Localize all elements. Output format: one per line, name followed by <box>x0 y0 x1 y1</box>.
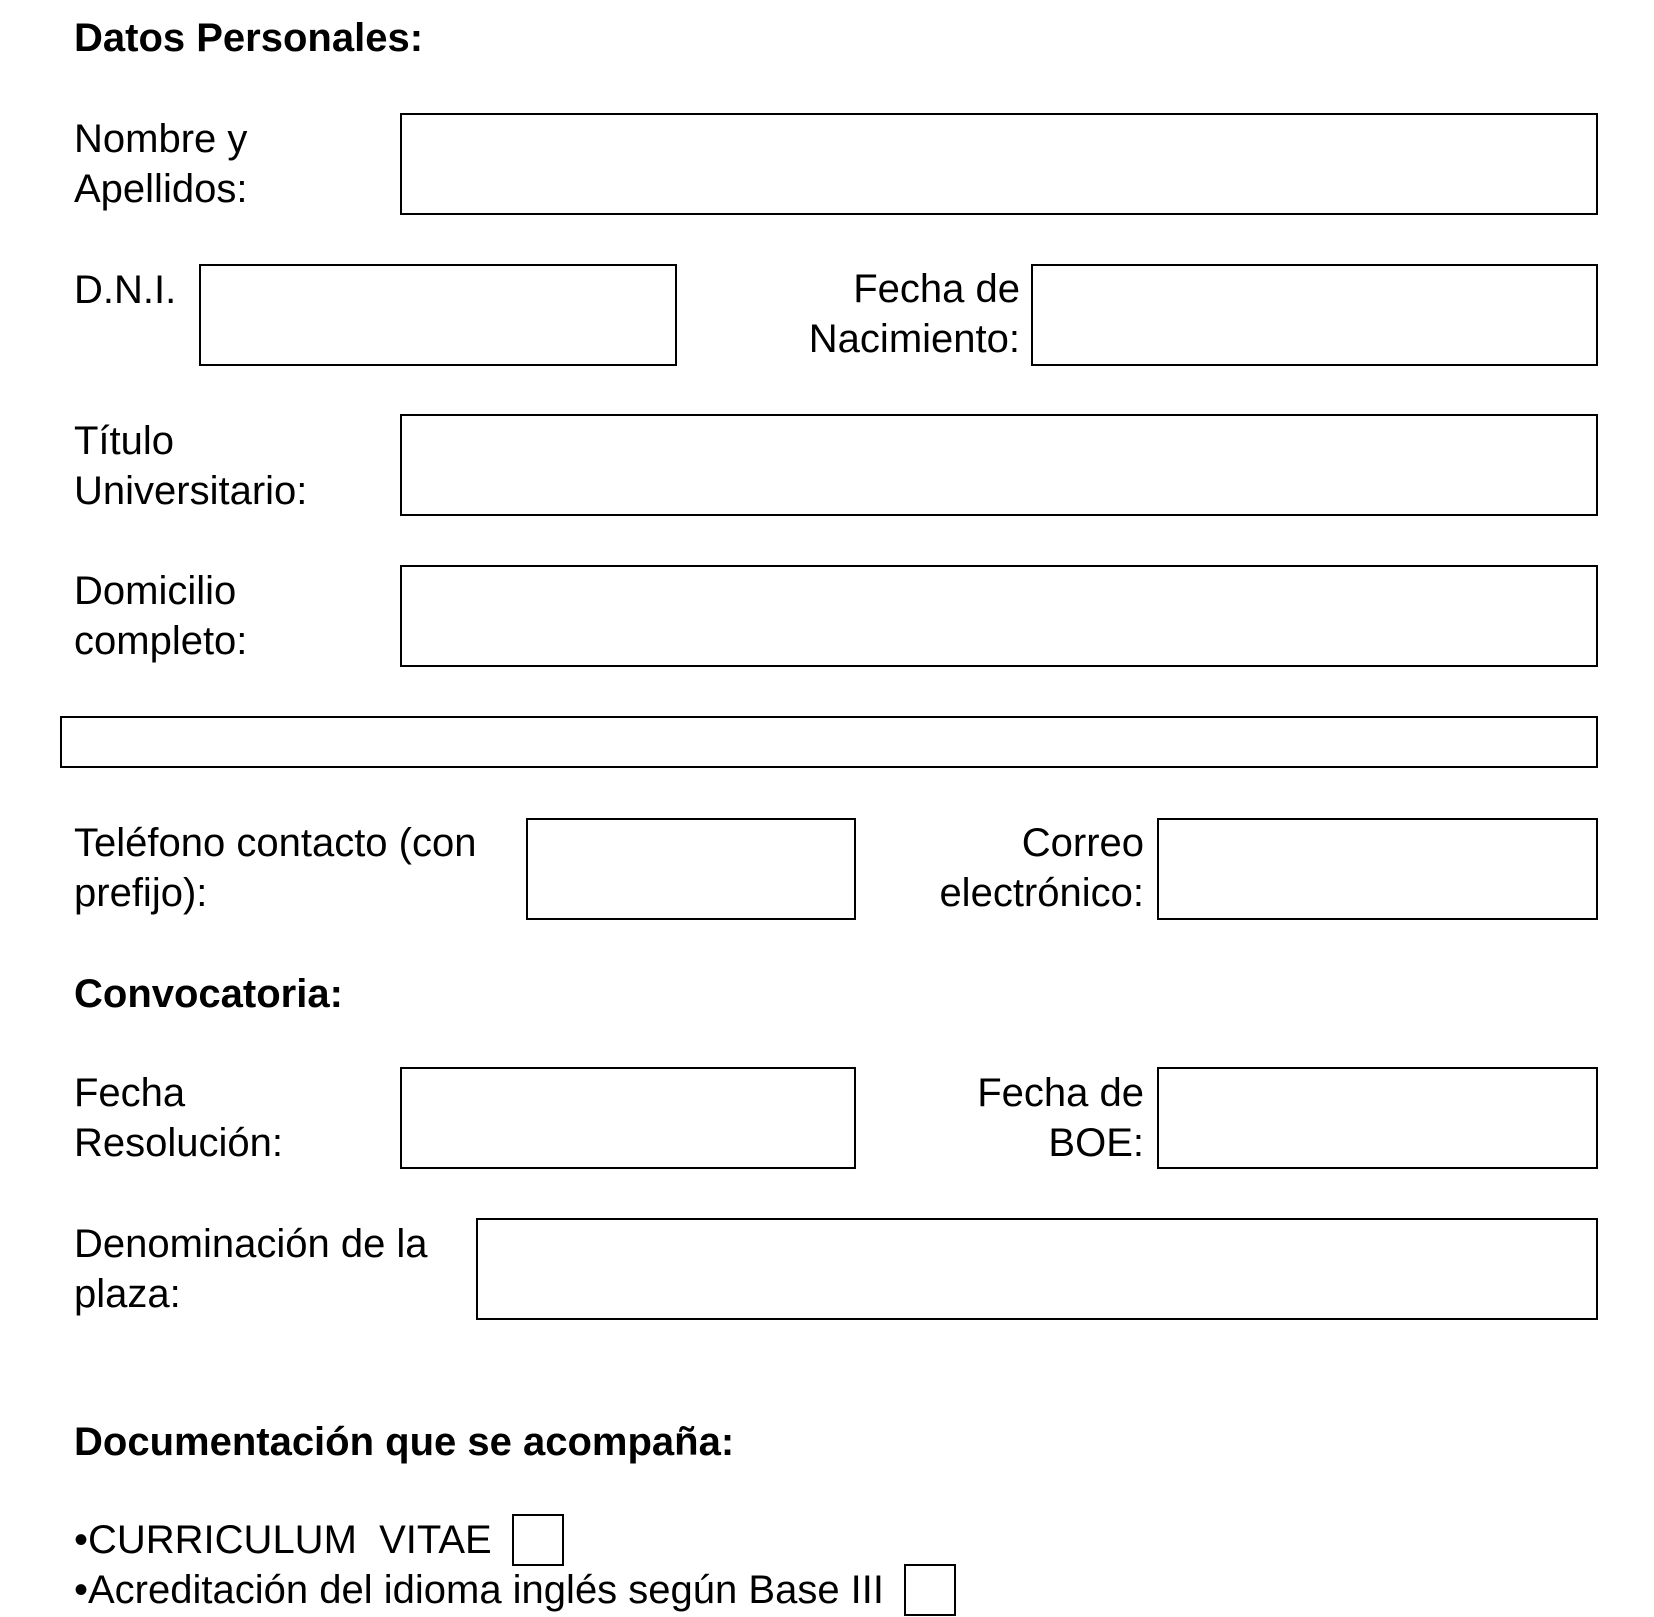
titulo-label-line2: Universitario: <box>74 469 308 513</box>
telefono-field[interactable] <box>526 818 856 920</box>
document-item-cv <box>74 1514 564 1566</box>
fecha-nacimiento-label <box>700 264 1020 364</box>
fecha-boe-field[interactable] <box>1157 1067 1598 1169</box>
personal-data-heading: Datos Personales: <box>74 16 424 60</box>
fecha-boe-label-line1: Fecha de <box>977 1071 1144 1115</box>
dni-label: D.N.I. <box>74 268 177 312</box>
telefono-label-line1: Teléfono contacto (con <box>74 821 477 865</box>
correo-label-line1: Correo <box>1021 821 1144 865</box>
titulo-field[interactable] <box>400 414 1598 516</box>
fecha-resolucion-label-line1: Fecha <box>74 1071 186 1115</box>
convocatoria-heading: Convocatoria: <box>74 972 343 1016</box>
fecha-nacimiento-label-line2: Nacimiento: <box>808 317 1020 361</box>
documentation-heading: Documentación que se acompaña: <box>74 1420 735 1464</box>
document-item-english <box>74 1564 956 1616</box>
correo-label <box>880 818 1144 918</box>
fecha-nacimiento-label-line1: Fecha de <box>853 267 1020 311</box>
denominacion-label <box>74 1219 428 1319</box>
nombre-field[interactable] <box>400 113 1598 215</box>
english-checkbox[interactable] <box>904 1564 956 1616</box>
denominacion-field[interactable] <box>476 1218 1598 1320</box>
correo-field[interactable] <box>1157 818 1598 920</box>
telefono-label-line2: prefijo): <box>74 871 208 915</box>
denominacion-label-line2: plaza: <box>74 1272 181 1316</box>
fecha-nacimiento-field[interactable] <box>1031 264 1598 366</box>
titulo-label-line1: Título <box>74 419 175 463</box>
domicilio-extra-field[interactable] <box>60 716 1598 768</box>
document-item-cv-label: •CURRICULUM VITAE <box>74 1518 492 1562</box>
telefono-label <box>74 818 476 918</box>
domicilio-label <box>74 566 247 666</box>
correo-label-line2: electrónico: <box>939 871 1144 915</box>
document-item-english-label: •Acreditación del idioma inglés según Base III <box>74 1568 885 1612</box>
nombre-label-line2: Apellidos: <box>74 167 248 211</box>
domicilio-label-line2: completo: <box>74 619 248 663</box>
cv-checkbox[interactable] <box>512 1514 564 1566</box>
fecha-boe-label <box>900 1068 1144 1168</box>
nombre-label-line1: Nombre y <box>74 117 248 161</box>
domicilio-label-line1: Domicilio <box>74 569 237 613</box>
denominacion-label-line1: Denominación de la <box>74 1222 428 1266</box>
dni-field[interactable] <box>199 264 677 366</box>
domicilio-field[interactable] <box>400 565 1598 667</box>
nombre-label <box>74 114 247 214</box>
fecha-resolucion-field[interactable] <box>400 1067 856 1169</box>
titulo-label <box>74 416 307 516</box>
fecha-resolucion-label <box>74 1068 283 1168</box>
fecha-boe-label-line2: BOE: <box>1048 1121 1144 1165</box>
fecha-resolucion-label-line2: Resolución: <box>74 1121 284 1165</box>
